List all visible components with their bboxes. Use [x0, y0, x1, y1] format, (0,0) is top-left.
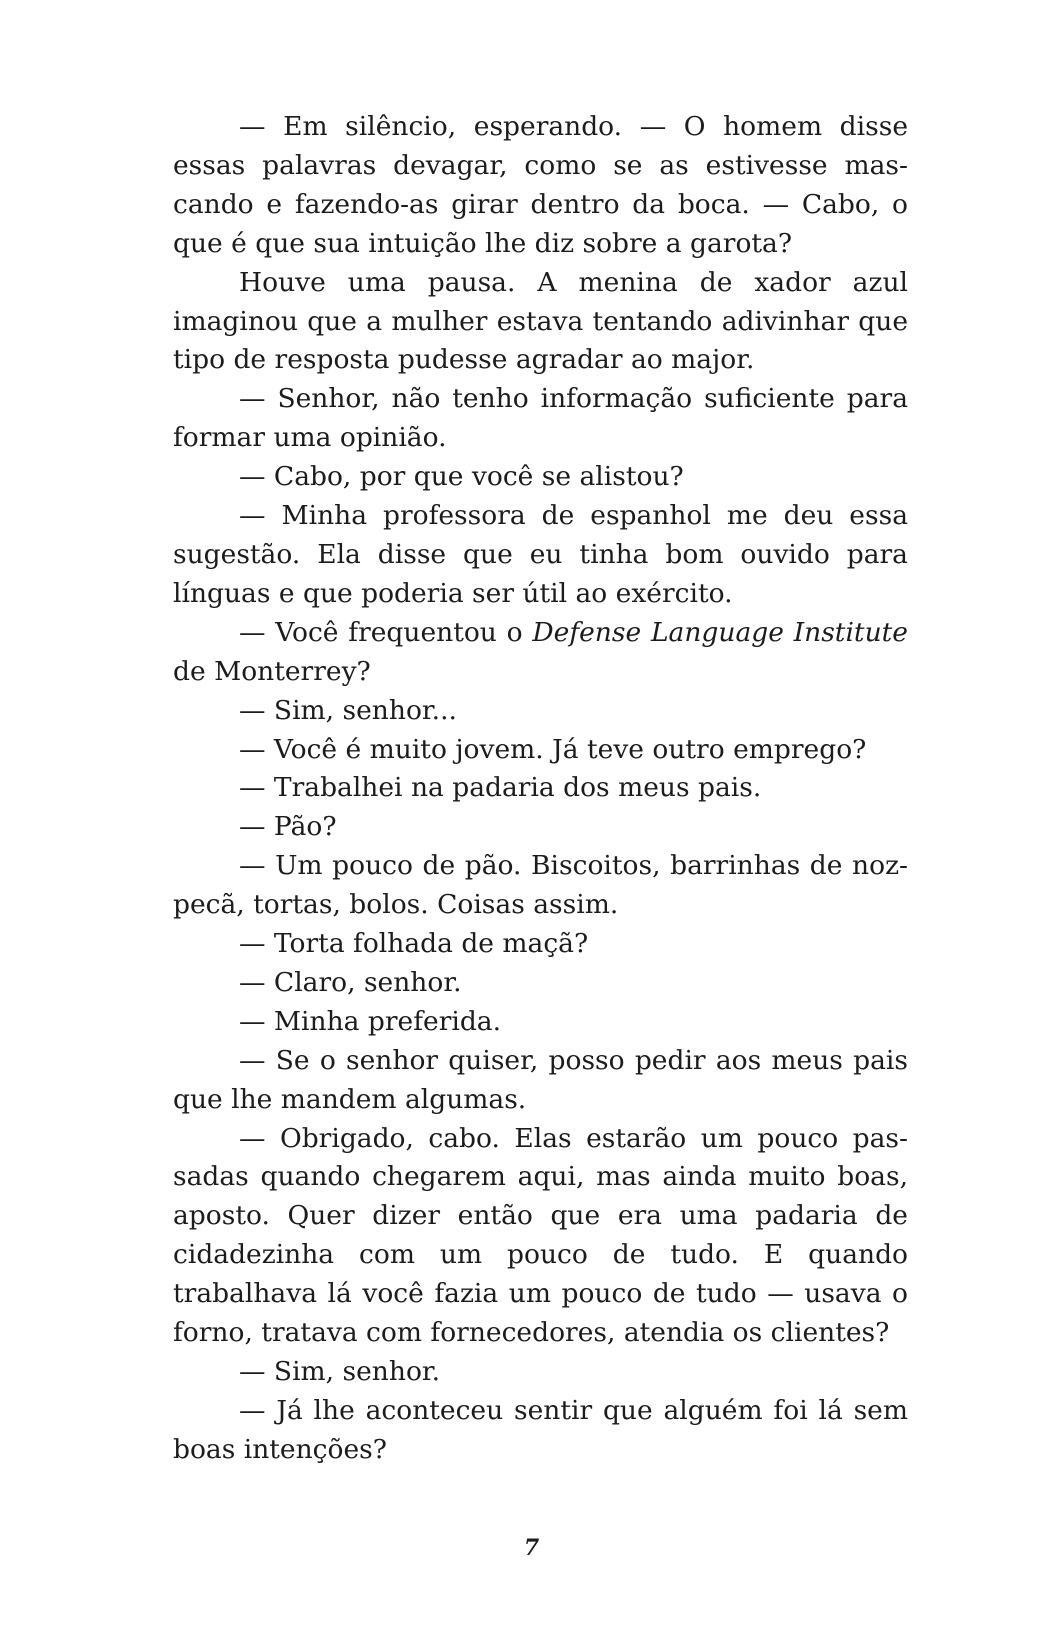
- paragraph-9: — Trabalhei na padaria dos meus pais.: [239, 772, 762, 804]
- paragraph-4: — Cabo, por que você se alistou?: [239, 461, 684, 493]
- page-number: 7: [523, 1535, 540, 1561]
- paragraph-3: — Senhor, não tenho informação suficiente para formar uma opinião.: [173, 383, 908, 454]
- paragraph-7: — Sim, senhor...: [239, 694, 457, 726]
- paragraph-2: Houve uma pausa. A menina de xador azul imaginou que a mulher estava tentando adivinhar que tipo de resposta pudesse agradar ao major.: [173, 266, 908, 376]
- paragraph-6-before: — Você frequentou o: [239, 616, 533, 648]
- paragraph-13: — Claro, senhor.: [239, 966, 462, 998]
- paragraph-16: — Obrigado, cabo. Elas estarão um pouco pas-sadas quando chegarem aqui, mas ainda muito boas, aposto. Quer dizer então que era uma padaria de cidadezinha com um pouco de tudo. E quando trabalhava lá você fazia um pouco de tudo — usava o forno, tratava com fornecedores, atendia os clientes?: [173, 1122, 908, 1349]
- body-text: [173, 108, 908, 1470]
- paragraph-17: — Sim, senhor.: [239, 1356, 441, 1387]
- paragraph-18: — Já lhe aconteceu sentir que alguém foi lá sem boas intenções?: [173, 1394, 908, 1465]
- paragraph-12: — Torta folhada de maçã?: [239, 928, 589, 960]
- paragraph-5: — Minha professora de espanhol me deu essa sugestão. Ela disse que eu tinha bom ouvido para línguas e que poderia ser útil ao exército.: [173, 500, 908, 609]
- paragraph-1: — Em silêncio, esperando. — O homem disse essas palavras devagar, como se as estivesse mas-cando e fazendo-as girar dentro da boca. — Cabo, o que é que sua intuição lhe diz sobre a garota?: [173, 111, 908, 259]
- paragraph-11: — Um pouco de pão. Biscoitos, barrinhas de noz-pecã, tortas, bolos. Coisas assim.: [173, 850, 908, 921]
- paragraph-8: — Você é muito jovem. Já teve outro emprego?: [239, 733, 867, 765]
- paragraph-6-after: de Monterrey?: [173, 655, 371, 687]
- paragraph-14: — Minha preferida.: [239, 1005, 502, 1037]
- paragraph-6-italic: Defense Language Institute: [532, 616, 908, 648]
- paragraph-10: — Pão?: [239, 811, 337, 843]
- paragraph-15: — Se o senhor quiser, posso pedir aos meus pais que lhe mandem algumas.: [173, 1044, 908, 1115]
- paragraph-6: [173, 614, 908, 692]
